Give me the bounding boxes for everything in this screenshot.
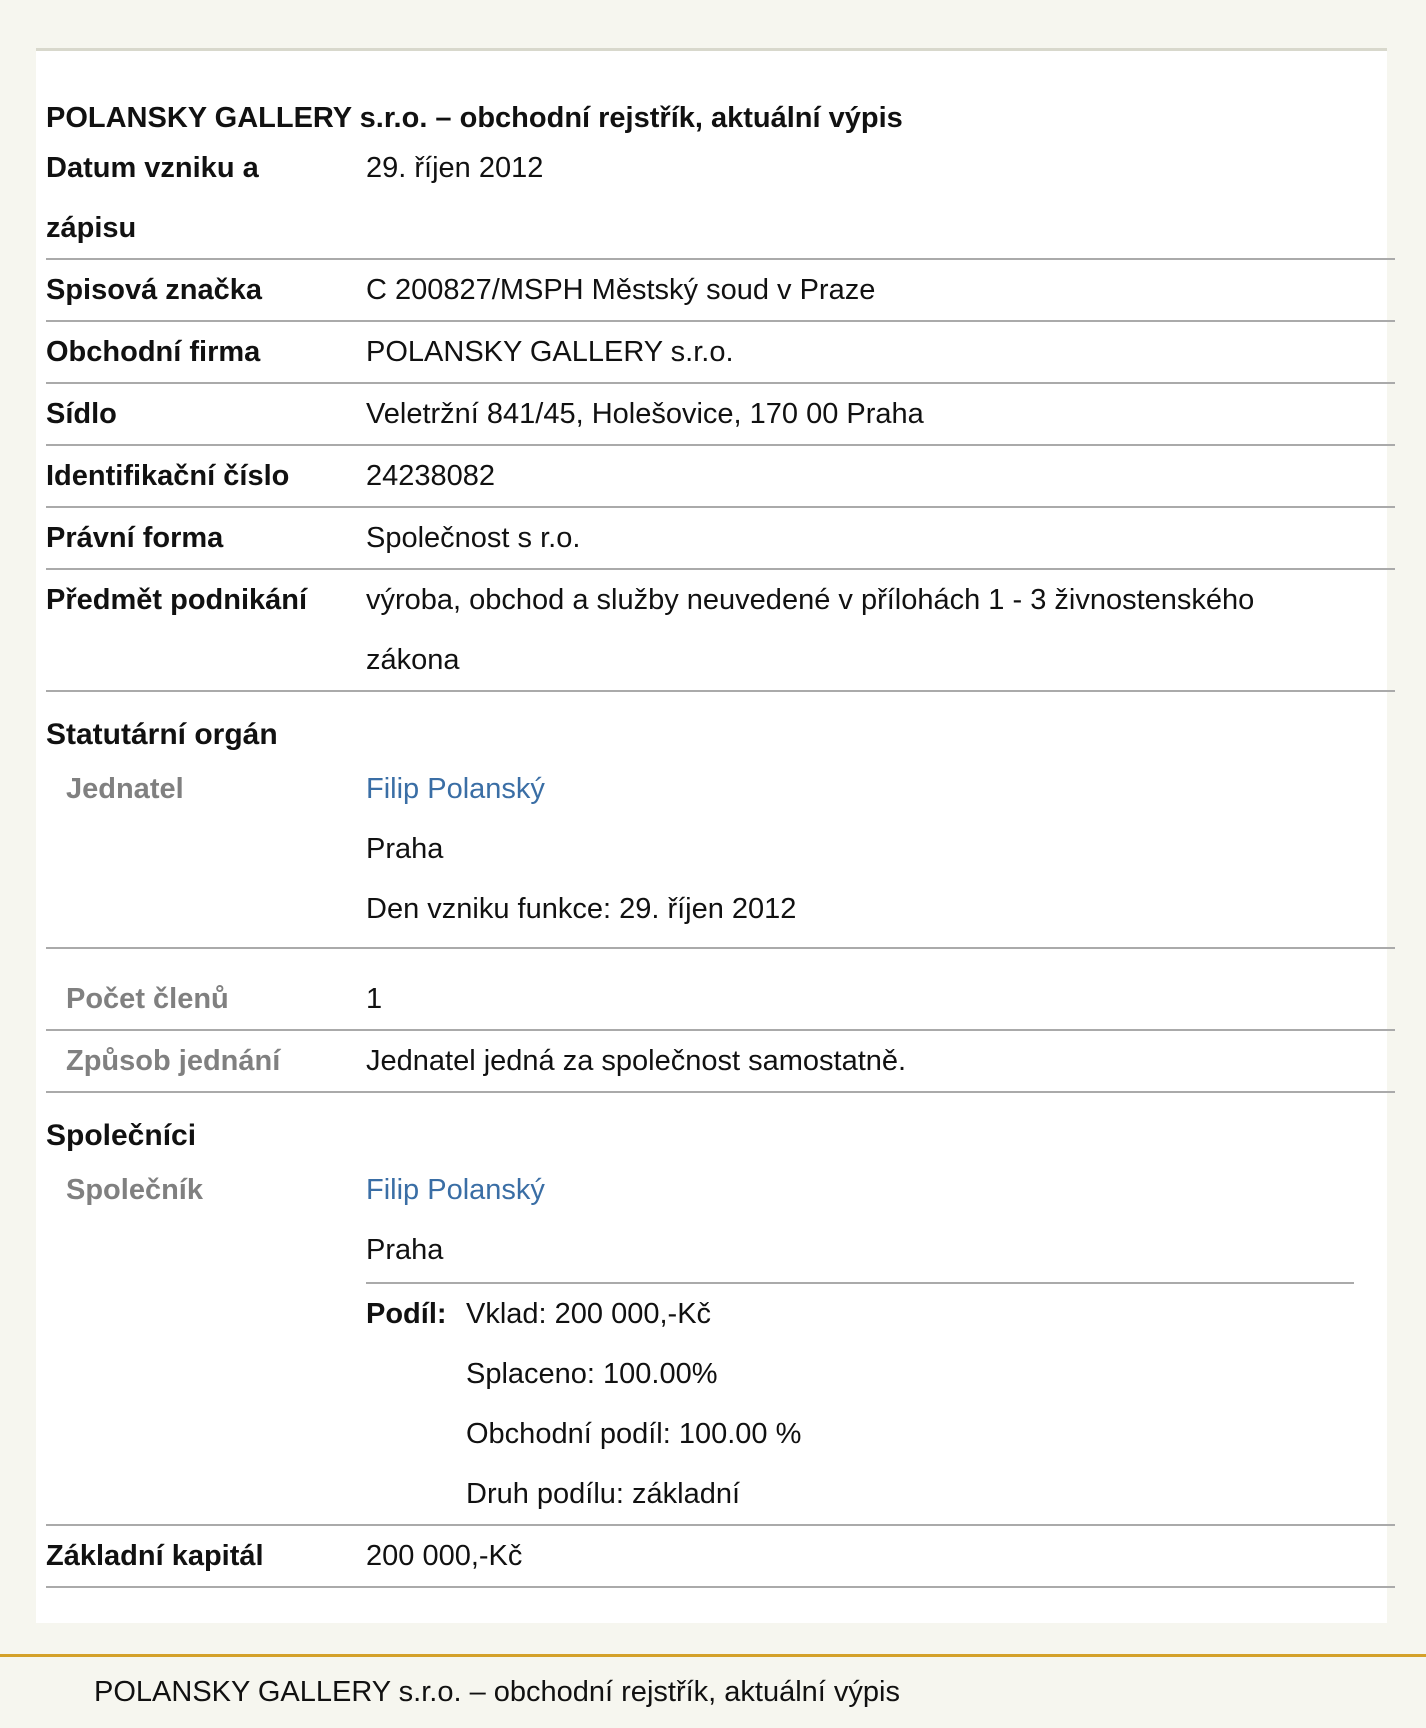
podil-label: Podíl: xyxy=(366,1298,447,1330)
spis-value: C 200827/MSPH Městský soud v Praze xyxy=(366,274,876,306)
ic-label: Identifikační číslo xyxy=(46,460,290,492)
podil-values xyxy=(466,1284,801,1524)
spolecnik-name-link[interactable]: Filip Polanský xyxy=(366,1174,545,1206)
predmet-value: výroba, obchod a služby neuvedené v přílohách 1 - 3 živnostenského zákona xyxy=(366,584,1255,676)
sidlo-label: Sídlo xyxy=(46,398,117,430)
spolecnik-label: Společník xyxy=(66,1174,203,1206)
jednatel-city: Praha xyxy=(366,833,444,865)
jednatel-label: Jednatel xyxy=(66,773,184,805)
footer-divider xyxy=(0,1654,1426,1657)
pocet-value: 1 xyxy=(366,983,383,1015)
firma-label: Obchodní firma xyxy=(46,336,261,368)
row-zpusob-jednani xyxy=(46,1031,1395,1093)
spolecnik-details xyxy=(366,1160,1395,1524)
row-spisova-znacka xyxy=(46,260,1395,322)
sidlo-value: Veletržní 841/45, Holešovice, 170 00 Praha xyxy=(366,398,924,430)
registry-content xyxy=(46,51,1395,1588)
row-pocet-clenu xyxy=(46,949,1395,1031)
kapital-label: Základní kapitál xyxy=(46,1540,264,1572)
jednatel-details xyxy=(366,759,1395,939)
podil-block xyxy=(366,1282,1354,1524)
registry-card xyxy=(36,51,1387,1623)
druh-podilu-value: Druh podílu: základní xyxy=(466,1478,741,1510)
statutarni-heading: Statutární orgán xyxy=(46,718,278,751)
row-obchodni-firma xyxy=(46,322,1395,384)
jednatel-name-link[interactable]: Filip Polanský xyxy=(366,773,545,805)
vklad-value: Vklad: 200 000,-Kč xyxy=(466,1298,712,1330)
predmet-label: Předmět podnikání xyxy=(46,584,308,616)
kapital-value: 200 000,-Kč xyxy=(366,1540,523,1572)
firma-value: POLANSKY GALLERY s.r.o. xyxy=(366,336,734,368)
spis-label: Spisová značka xyxy=(46,274,262,306)
splaceno-value: Splaceno: 100.00% xyxy=(466,1358,718,1390)
row-sidlo xyxy=(46,384,1395,446)
row-zakladni-kapital xyxy=(46,1526,1395,1588)
row-ic xyxy=(46,446,1395,508)
row-jednatel xyxy=(46,759,1395,949)
jednatel-since: Den vzniku funkce: 29. říjen 2012 xyxy=(366,893,797,925)
datum-label: Datum vzniku a zápisu xyxy=(46,152,259,244)
forma-value: Společnost s r.o. xyxy=(366,522,581,554)
pocet-label: Počet členů xyxy=(66,983,229,1015)
spolecnik-city: Praha xyxy=(366,1234,444,1266)
row-pravni-forma xyxy=(46,508,1395,570)
footer-title: POLANSKY GALLERY s.r.o. – obchodní rejstřík, aktuální výpis xyxy=(94,1676,900,1708)
zpusob-value: Jednatel jedná za společnost samostatně. xyxy=(366,1045,907,1077)
row-datum xyxy=(46,138,1395,260)
row-predmet xyxy=(46,570,1395,692)
page-title: POLANSKY GALLERY s.r.o. – obchodní rejstřík, aktuální výpis xyxy=(46,102,903,134)
zpusob-label: Způsob jednání xyxy=(66,1045,281,1077)
obchodni-podil-value: Obchodní podíl: 100.00 % xyxy=(466,1418,802,1450)
spolecnici-heading: Společníci xyxy=(46,1119,197,1152)
forma-label: Právní forma xyxy=(46,522,224,554)
ic-value: 24238082 xyxy=(366,460,496,492)
row-spolecnik xyxy=(46,1160,1395,1526)
datum-value: 29. říjen 2012 xyxy=(366,152,544,184)
